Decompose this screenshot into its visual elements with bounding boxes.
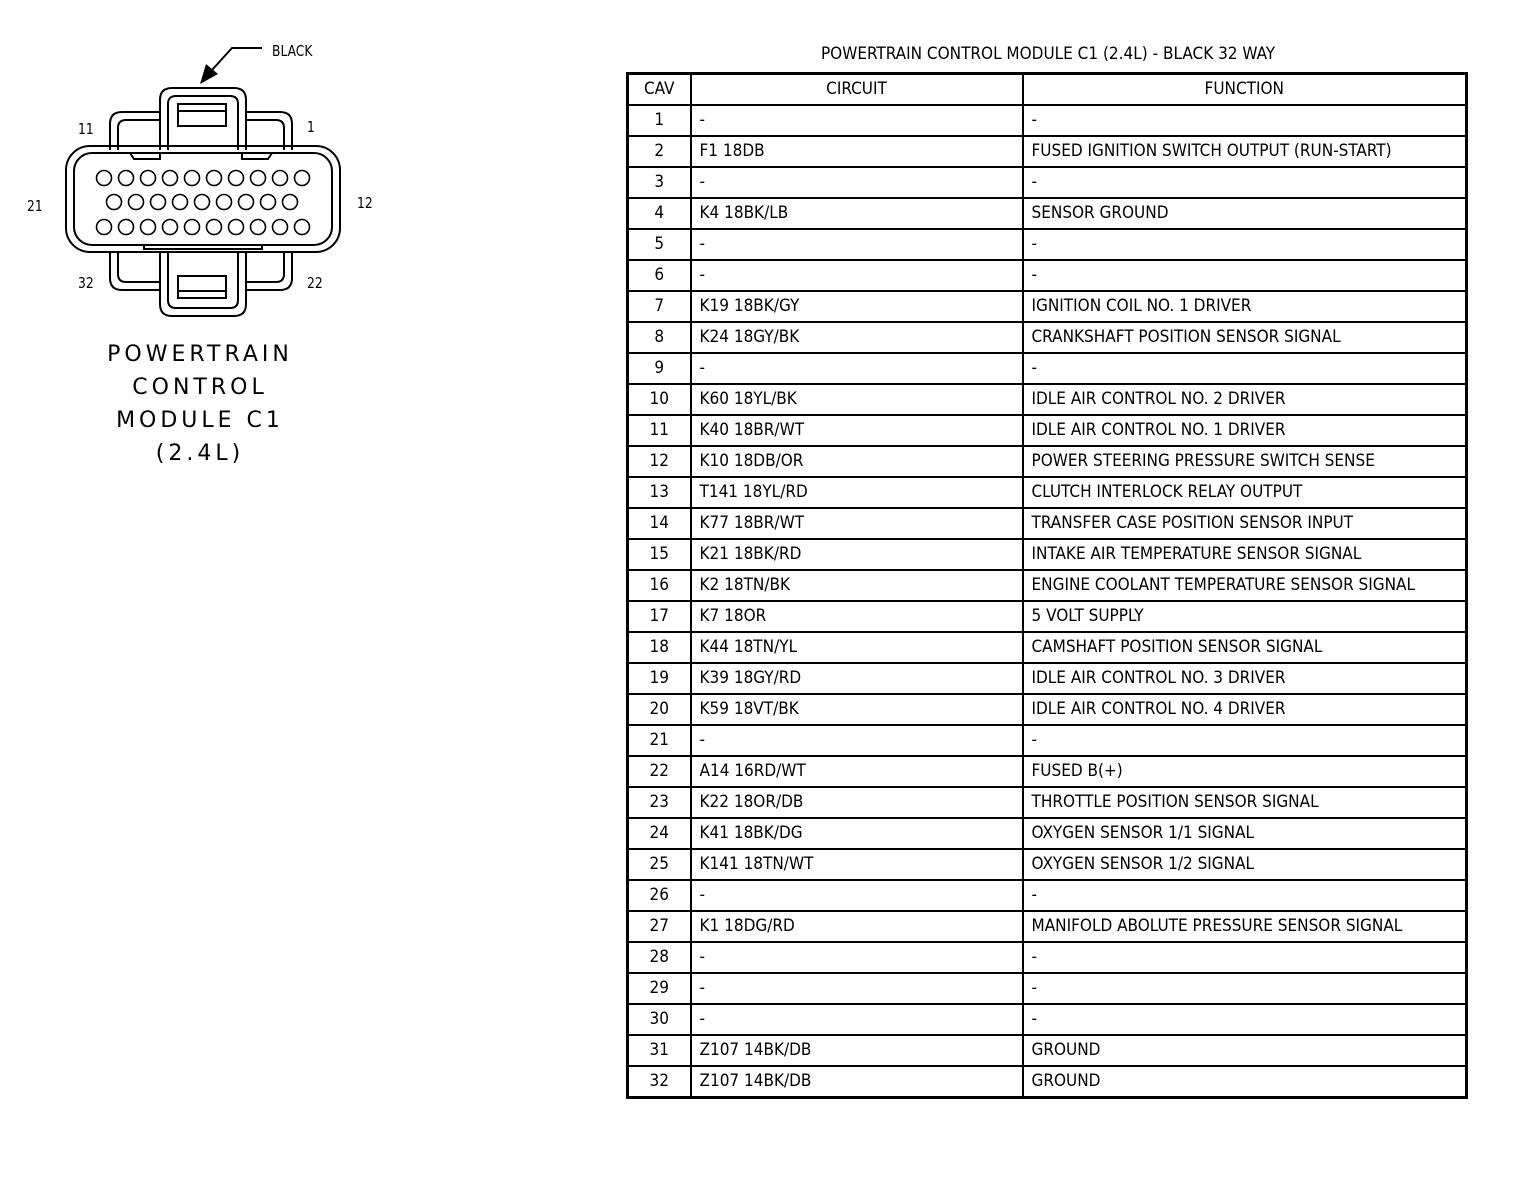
circuit-cell: K7 18OR	[691, 601, 1023, 632]
cavity-hole	[129, 195, 144, 210]
table-row	[628, 1066, 1467, 1098]
pin-label-right: 12	[357, 194, 373, 212]
function-cell: GROUND	[1023, 1035, 1467, 1066]
module-name-line: (2.4L)	[155, 441, 245, 466]
circuit-cell: K4 18BK/LB	[691, 198, 1023, 229]
cav-cell: 17	[628, 601, 691, 632]
cavity-hole	[141, 171, 156, 186]
circuit-cell: -	[691, 353, 1023, 384]
circuit-cell: -	[691, 167, 1023, 198]
table-row	[628, 167, 1467, 198]
table-row	[628, 818, 1467, 849]
cav-cell: 31	[628, 1035, 691, 1066]
table-row	[628, 849, 1467, 880]
table-row	[628, 973, 1467, 1004]
cavity-hole	[173, 195, 188, 210]
right-ear-bottom	[246, 252, 292, 290]
function-cell: SENSOR GROUND	[1023, 198, 1467, 229]
function-cell: THROTTLE POSITION SENSOR SIGNAL	[1023, 787, 1467, 818]
circuit-cell: -	[691, 260, 1023, 291]
function-cell: MANIFOLD ABOLUTE PRESSURE SENSOR SIGNAL	[1023, 911, 1467, 942]
cav-cell: 7	[628, 291, 691, 322]
function-cell: -	[1023, 942, 1467, 973]
header-function: FUNCTION	[1023, 74, 1467, 106]
cav-cell: 4	[628, 198, 691, 229]
function-cell: IDLE AIR CONTROL NO. 3 DRIVER	[1023, 663, 1467, 694]
cav-cell: 12	[628, 446, 691, 477]
table-row	[628, 260, 1467, 291]
table-body	[628, 105, 1467, 1098]
cavity-hole	[251, 220, 266, 235]
table-row	[628, 787, 1467, 818]
cav-cell: 29	[628, 973, 691, 1004]
cavity-hole	[295, 171, 310, 186]
cav-cell: 28	[628, 942, 691, 973]
function-cell: -	[1023, 880, 1467, 911]
function-cell: OXYGEN SENSOR 1/1 SIGNAL	[1023, 818, 1467, 849]
circuit-cell: K22 18OR/DB	[691, 787, 1023, 818]
cav-cell: 15	[628, 539, 691, 570]
cavity-hole	[251, 171, 266, 186]
module-name	[60, 338, 340, 470]
connector-color-label: BLACK	[272, 42, 313, 60]
table-row	[628, 601, 1467, 632]
circuit-cell: K60 18YL/BK	[691, 384, 1023, 415]
circuit-cell: -	[691, 942, 1023, 973]
table-row	[628, 198, 1467, 229]
cavity-hole	[283, 195, 298, 210]
circuit-cell: K44 18TN/YL	[691, 632, 1023, 663]
circuit-cell: A14 16RD/WT	[691, 756, 1023, 787]
table-row	[628, 508, 1467, 539]
function-cell: CRANKSHAFT POSITION SENSOR SIGNAL	[1023, 322, 1467, 353]
table-row	[628, 105, 1467, 136]
circuit-cell: K59 18VT/BK	[691, 694, 1023, 725]
cavity-grid	[97, 171, 310, 235]
cav-cell: 8	[628, 322, 691, 353]
table-row	[628, 446, 1467, 477]
cav-cell: 3	[628, 167, 691, 198]
function-cell: FUSED IGNITION SWITCH OUTPUT (RUN-START)	[1023, 136, 1467, 167]
pin-label-left: 21	[27, 197, 43, 215]
circuit-cell: -	[691, 1004, 1023, 1035]
cav-cell: 11	[628, 415, 691, 446]
function-cell: ENGINE COOLANT TEMPERATURE SENSOR SIGNAL	[1023, 570, 1467, 601]
function-cell: TRANSFER CASE POSITION SENSOR INPUT	[1023, 508, 1467, 539]
cav-cell: 16	[628, 570, 691, 601]
table-row	[628, 539, 1467, 570]
circuit-cell: K77 18BR/WT	[691, 508, 1023, 539]
function-cell: IDLE AIR CONTROL NO. 1 DRIVER	[1023, 415, 1467, 446]
cavity-hole	[163, 220, 178, 235]
cav-cell: 20	[628, 694, 691, 725]
header-cav: CAV	[628, 74, 691, 106]
circuit-cell: -	[691, 725, 1023, 756]
circuit-cell: -	[691, 105, 1023, 136]
header-circuit: CIRCUIT	[691, 74, 1023, 106]
cav-cell: 14	[628, 508, 691, 539]
pin-label-bottom-right: 22	[307, 274, 323, 292]
cav-cell: 1	[628, 105, 691, 136]
table-row	[628, 1035, 1467, 1066]
table-row	[628, 384, 1467, 415]
pinout-table	[626, 72, 1468, 1099]
cavity-hole	[261, 195, 276, 210]
module-name-line: POWERTRAIN	[107, 342, 293, 367]
table-row	[628, 880, 1467, 911]
cav-cell: 32	[628, 1066, 691, 1098]
circuit-cell: K40 18BR/WT	[691, 415, 1023, 446]
table-row	[628, 942, 1467, 973]
table-row	[628, 136, 1467, 167]
circuit-cell: K41 18BK/DG	[691, 818, 1023, 849]
function-cell: -	[1023, 725, 1467, 756]
cav-cell: 25	[628, 849, 691, 880]
function-cell: CAMSHAFT POSITION SENSOR SIGNAL	[1023, 632, 1467, 663]
function-cell: -	[1023, 353, 1467, 384]
cavity-hole	[229, 220, 244, 235]
function-cell: -	[1023, 229, 1467, 260]
table-title: POWERTRAIN CONTROL MODULE C1 (2.4L) - BLACK 32 WAY	[820, 44, 1276, 64]
cavity-hole	[97, 171, 112, 186]
cavity-hole	[97, 220, 112, 235]
cav-cell: 10	[628, 384, 691, 415]
function-cell: -	[1023, 167, 1467, 198]
table-row	[628, 1004, 1467, 1035]
function-cell: -	[1023, 1004, 1467, 1035]
right-ear-bottom-inner	[246, 252, 284, 282]
function-cell: IDLE AIR CONTROL NO. 2 DRIVER	[1023, 384, 1467, 415]
circuit-cell: K19 18BK/GY	[691, 291, 1023, 322]
table-row	[628, 725, 1467, 756]
cav-cell: 22	[628, 756, 691, 787]
table-row	[628, 570, 1467, 601]
cavity-hole	[151, 195, 166, 210]
color-leader-line	[212, 48, 262, 70]
module-name-line: MODULE C1	[116, 408, 284, 433]
table-row	[628, 353, 1467, 384]
bottom-latch-outline	[160, 252, 246, 316]
circuit-cell: Z107 14BK/DB	[691, 1035, 1023, 1066]
cavity-hole	[185, 171, 200, 186]
cavity-hole	[119, 171, 134, 186]
table-row	[628, 911, 1467, 942]
left-ear-bottom-inner	[118, 252, 160, 282]
function-cell: IGNITION COIL NO. 1 DRIVER	[1023, 291, 1467, 322]
table-row	[628, 291, 1467, 322]
circuit-cell: Z107 14BK/DB	[691, 1066, 1023, 1098]
table-row	[628, 756, 1467, 787]
cavity-hole	[185, 220, 200, 235]
cavity-hole	[141, 220, 156, 235]
table-row	[628, 663, 1467, 694]
cav-cell: 23	[628, 787, 691, 818]
table-row	[628, 229, 1467, 260]
function-cell: -	[1023, 973, 1467, 1004]
bottom-latch-window	[178, 276, 226, 298]
pin-label-top-right: 1	[307, 118, 315, 136]
function-cell: GROUND	[1023, 1066, 1467, 1098]
function-cell: CLUTCH INTERLOCK RELAY OUTPUT	[1023, 477, 1467, 508]
cavity-hole	[217, 195, 232, 210]
pin-label-bottom-left: 32	[78, 274, 94, 292]
cav-cell: 13	[628, 477, 691, 508]
circuit-cell: -	[691, 229, 1023, 260]
cav-cell: 30	[628, 1004, 691, 1035]
table-row	[628, 694, 1467, 725]
table-row	[628, 322, 1467, 353]
cav-cell: 24	[628, 818, 691, 849]
circuit-cell: -	[691, 973, 1023, 1004]
table-header-row	[628, 74, 1467, 106]
cavity-hole	[119, 220, 134, 235]
function-cell: FUSED B(+)	[1023, 756, 1467, 787]
table-row	[628, 632, 1467, 663]
function-cell: POWER STEERING PRESSURE SWITCH SENSE	[1023, 446, 1467, 477]
circuit-cell: F1 18DB	[691, 136, 1023, 167]
function-cell: 5 VOLT SUPPLY	[1023, 601, 1467, 632]
module-name-line: CONTROL	[132, 375, 268, 400]
cavity-hole	[273, 220, 288, 235]
cav-cell: 27	[628, 911, 691, 942]
connector-body-inner	[74, 153, 332, 245]
function-cell: OXYGEN SENSOR 1/2 SIGNAL	[1023, 849, 1467, 880]
cavity-hole	[295, 220, 310, 235]
circuit-cell: K1 18DG/RD	[691, 911, 1023, 942]
cavity-hole	[229, 171, 244, 186]
circuit-cell: T141 18YL/RD	[691, 477, 1023, 508]
cavity-hole	[107, 195, 122, 210]
cav-cell: 9	[628, 353, 691, 384]
top-latch-window	[178, 104, 226, 126]
circuit-cell: K24 18GY/BK	[691, 322, 1023, 353]
cav-cell: 26	[628, 880, 691, 911]
cav-cell: 19	[628, 663, 691, 694]
pin-label-top-left: 11	[78, 120, 94, 138]
circuit-cell: K141 18TN/WT	[691, 849, 1023, 880]
cavity-hole	[239, 195, 254, 210]
cav-cell: 18	[628, 632, 691, 663]
cav-cell: 21	[628, 725, 691, 756]
table-row	[628, 477, 1467, 508]
cav-cell: 6	[628, 260, 691, 291]
function-cell: -	[1023, 260, 1467, 291]
function-cell: IDLE AIR CONTROL NO. 4 DRIVER	[1023, 694, 1467, 725]
circuit-cell: -	[691, 880, 1023, 911]
circuit-cell: K10 18DB/OR	[691, 446, 1023, 477]
cav-cell: 5	[628, 229, 691, 260]
function-cell: INTAKE AIR TEMPERATURE SENSOR SIGNAL	[1023, 539, 1467, 570]
circuit-cell: K2 18TN/BK	[691, 570, 1023, 601]
circuit-cell: K39 18GY/RD	[691, 663, 1023, 694]
circuit-cell: K21 18BK/RD	[691, 539, 1023, 570]
cavity-hole	[207, 220, 222, 235]
cavity-hole	[207, 171, 222, 186]
cavity-hole	[163, 171, 178, 186]
cavity-hole	[195, 195, 210, 210]
function-cell: -	[1023, 105, 1467, 136]
table-row	[628, 415, 1467, 446]
right-ear-top	[246, 112, 292, 150]
cavity-hole	[273, 171, 288, 186]
cav-cell: 2	[628, 136, 691, 167]
